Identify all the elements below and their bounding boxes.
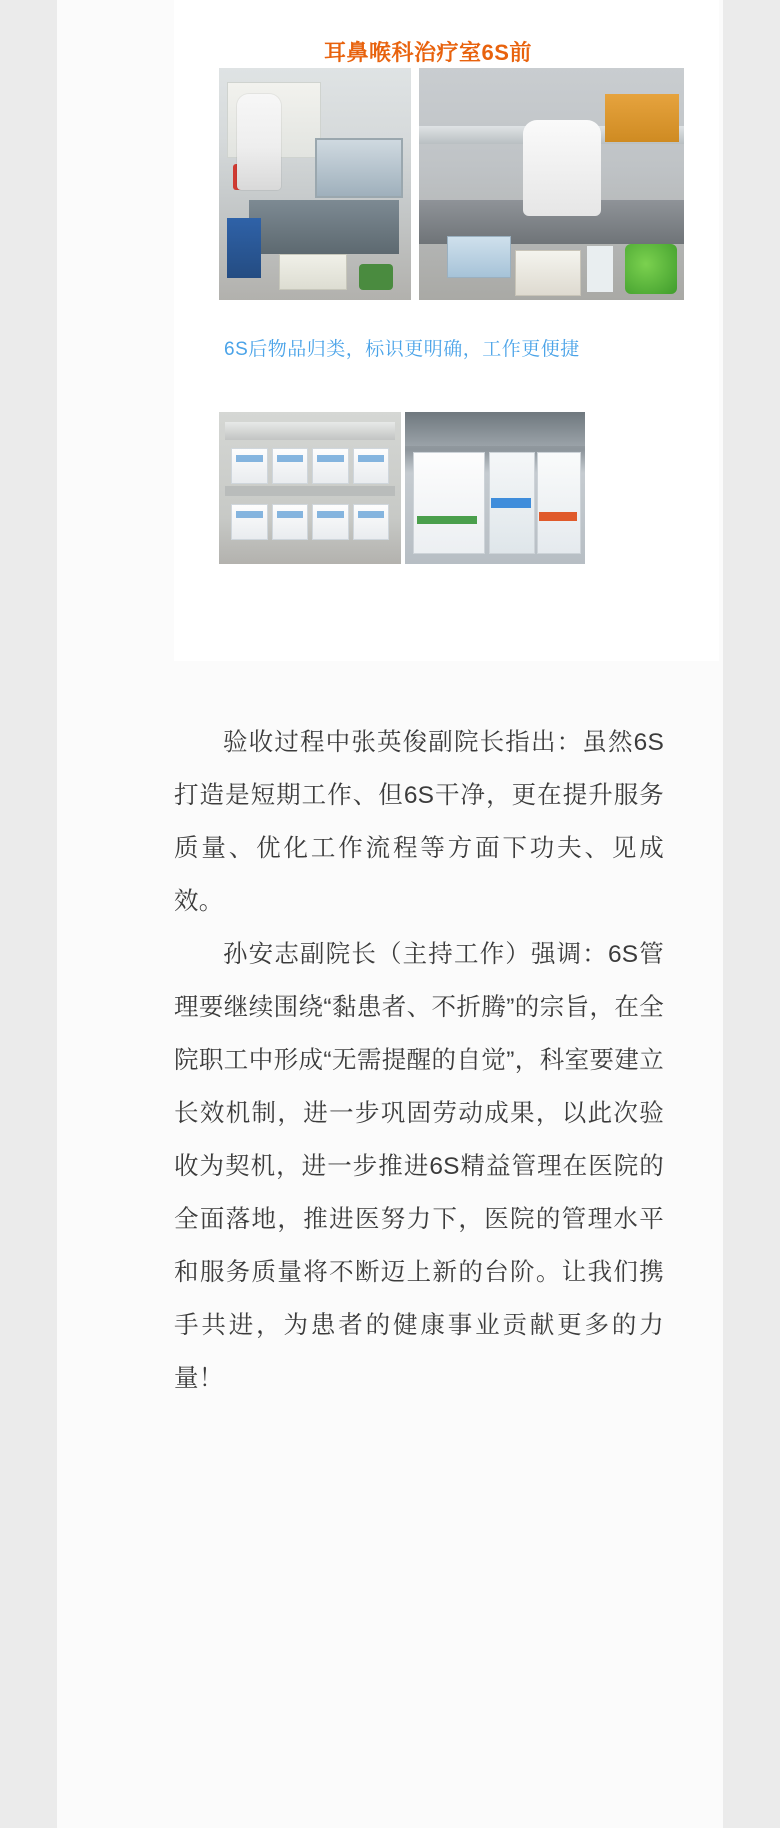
image-card (174, 0, 719, 661)
photo-before-right (419, 68, 684, 300)
photo-row-after (219, 412, 684, 564)
photo-after-left (219, 412, 401, 564)
photo-row-before (219, 68, 684, 300)
paragraph-1: 验收过程中张英俊副院长指出：虽然6S打造是短期工作、但6S干净，更在提升服务质量、优化工作流程等方面下功夫、见成效。 (174, 729, 664, 915)
photo-before-left (219, 68, 411, 300)
article-column (57, 0, 723, 1828)
photo-after-right (405, 412, 585, 564)
photo-caption: 6S后物品归类，标识更明确，工作更便捷 (224, 339, 580, 360)
article-body (174, 716, 664, 1405)
paragraph-2: 孙安志副院长（主持工作）强调：6S管理要继续围绕“黏患者、不折腾”的宗旨，在全院职工中形成“无需提醒的自觉”，科室要建立长效机制，进一步巩固劳动成果，以此次验收为契机，进一步推进6S精益管理在医院的全面落地，推进医努力下，医院的管理水平和服务质量将不断迈上新的台阶。让我们携手共进，为患者的健康事业贡献更多的力量！ (174, 941, 664, 1392)
card-title: 耳鼻喉科治疗室6S前 (324, 40, 532, 65)
